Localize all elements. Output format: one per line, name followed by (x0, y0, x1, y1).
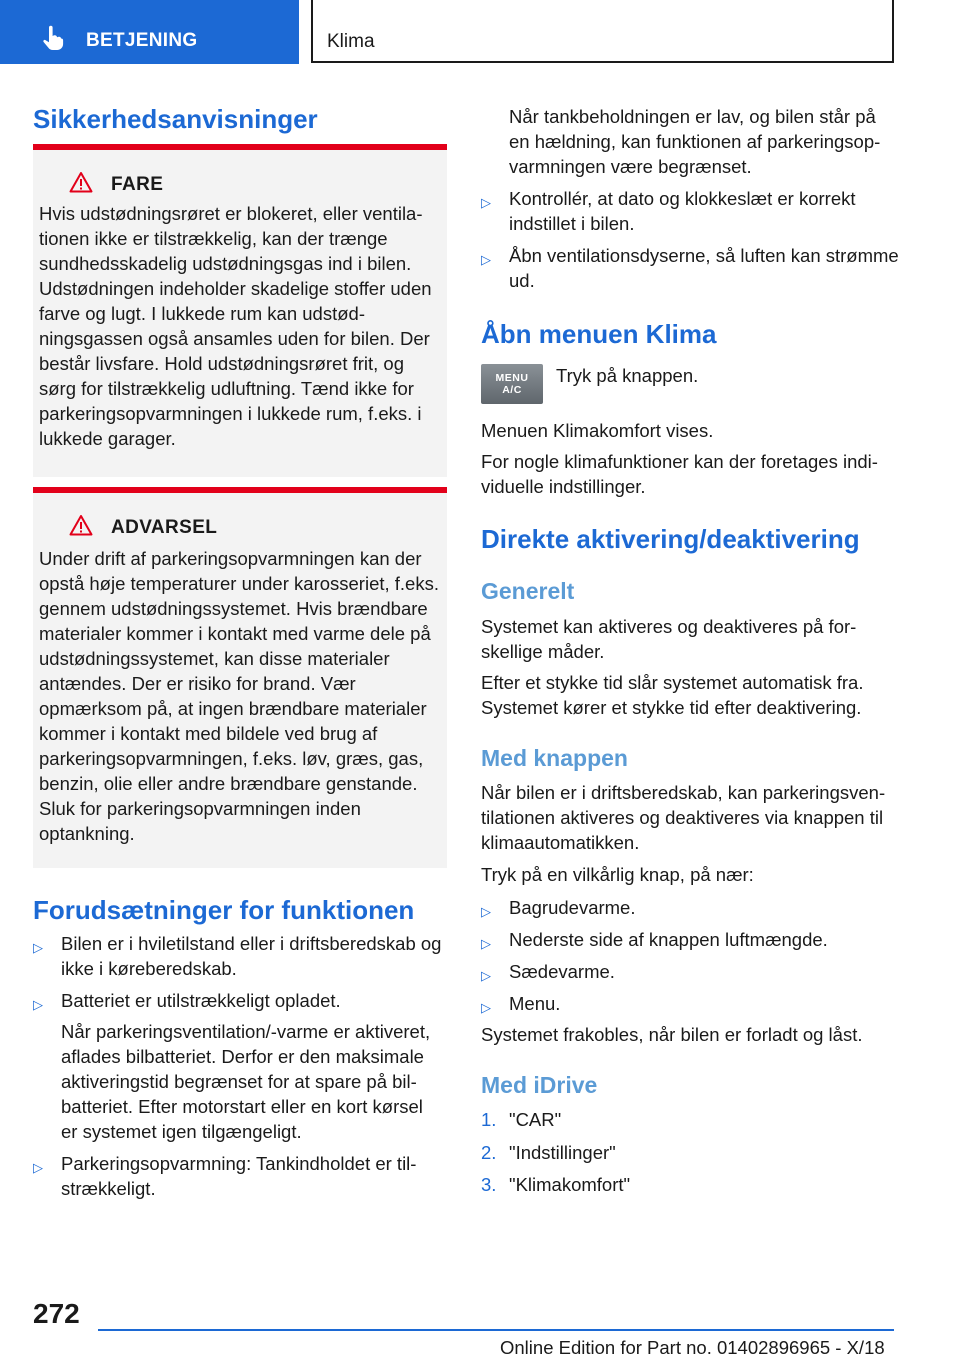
list-item-text: Kontrollér, at dato og klokkeslæt er korrekt indstillet i bilen. (509, 188, 856, 234)
step-text: "CAR" (509, 1109, 562, 1130)
general-paragraph: Systemet kan aktiveres og deaktiveres på forskellige måder. (481, 616, 857, 662)
button-paragraph: Systemet frakobles, når bilen er forladt og låst. (481, 1024, 863, 1045)
list-item (481, 1107, 901, 1140)
triangle-bullet-icon: ▷ (33, 940, 43, 955)
list-item (481, 927, 901, 952)
triangle-bullet-icon: ▷ (481, 252, 491, 267)
triangle-bullet-icon: ▷ (481, 904, 491, 919)
heading-with-button: Med knappen (481, 745, 628, 771)
heading-with-idrive: Med iDrive (481, 1072, 598, 1098)
step-number: 2. (481, 1141, 497, 1163)
list-item (33, 931, 443, 981)
warning-triangle-icon (69, 514, 93, 536)
list-item (481, 186, 901, 236)
button-paragraph: Tryk på en vilkårlig knap, på nær: (481, 864, 754, 885)
triangle-bullet-icon: ▷ (481, 968, 491, 983)
triangle-bullet-icon: ▷ (481, 195, 491, 210)
step-number: 3. (481, 1174, 497, 1195)
menu-button-label: MENU (495, 372, 529, 384)
hand-pointer-icon (40, 25, 64, 51)
heading-direct-activation: Direkte aktivering/deaktivering (481, 524, 860, 554)
list-item-text: Åbn ventilationsdyserne, så luften kan strømme ud. (509, 245, 899, 291)
idrive-steps (481, 1107, 901, 1205)
step-number: 1. (481, 1109, 497, 1130)
menu-paragraph: Menuen Klimakomfort vises. (481, 420, 714, 441)
section-tab (0, 0, 299, 64)
general-paragraph: Efter et stykke tid slår systemet automatisk fra. Systemet kører et stykke tid efter deaktivering. (481, 672, 864, 718)
footer-divider (98, 1329, 894, 1331)
warning-box-danger (33, 144, 447, 477)
continuation-list (481, 186, 901, 293)
warning-bar (33, 144, 447, 150)
list-item (33, 988, 443, 1144)
exception-list (481, 895, 901, 1016)
list-item (481, 1172, 901, 1205)
menu-paragraph: For nogle klimafunktioner kan der foretages individuelle indstillinger. (481, 451, 878, 497)
list-item-text: Menu. (509, 993, 561, 1014)
list-item (481, 991, 901, 1016)
list-item (33, 1151, 443, 1201)
page-number: 272 (33, 1298, 80, 1329)
heading-prerequisites: Forudsætninger for funktionen (33, 895, 415, 925)
list-item (481, 959, 901, 984)
list-item (481, 243, 901, 293)
menu-button-instruction: Tryk på knappen. (556, 365, 699, 386)
list-item (481, 1140, 901, 1173)
section-title: BETJENING (86, 30, 198, 51)
heading-safety: Sikkerhedsanvisninger (33, 104, 318, 134)
chapter-title: Klima (327, 31, 375, 52)
list-item-text: Bilen er i hviletilstand eller i driftsberedskab og ikke i køreberedskab. (61, 933, 442, 979)
list-item-text: Batteriet er utilstrækkeligt opladet. (61, 990, 341, 1011)
warning-box-caution (33, 487, 447, 868)
warning-bar (33, 487, 447, 493)
menu-button-sublabel: A/C (502, 384, 522, 396)
warning-triangle-icon (69, 171, 93, 193)
step-text: "Klimakomfort" (509, 1174, 631, 1195)
triangle-bullet-icon: ▷ (481, 1000, 491, 1015)
chapter-tab (311, 0, 894, 63)
list-item (481, 895, 901, 920)
menu-ac-button-icon (481, 364, 543, 404)
warning-text: Under drift af parkeringsopvarmningen kan der opstå høje temperaturer under karosseriet, f.eks. gennem udstødningssystemet. Hvis brændbare materialer kommer i kontakt med varme dele på udstødningssystemet, kan disse materialer antændes. Der er risiko for brand. Vær opmærksom på, at ingen brændbare materialer kommer i kontakt med bildele ved brug af parkeringsopvarmningen, f.eks. løv, græs, gas, benzin, olie eller andre brændbare genstande. Sluk for parkeringsopvarmningen inden optankning. (39, 548, 439, 844)
step-text: "Indstillinger" (509, 1141, 616, 1163)
list-item-text: Bagrudevarme. (509, 897, 636, 918)
triangle-bullet-icon: ▷ (33, 1160, 43, 1175)
triangle-bullet-icon: ▷ (481, 936, 491, 951)
warning-title: ADVARSEL (111, 517, 218, 538)
footer-edition: Online Edition for Part no. 01402896965 - X/18 (500, 1337, 885, 1358)
list-item-text: Sædevarme. (509, 961, 615, 982)
heading-general: Generelt (481, 578, 575, 604)
heading-open-menu: Åbn menuen Klima (481, 319, 717, 349)
triangle-bullet-icon: ▷ (33, 997, 43, 1012)
prerequisite-list (33, 931, 443, 1201)
button-paragraph: Når bilen er i driftsberedskab, kan parkeringsventilationen aktiveres og deaktiveres via knappen til klimaautomatikken. (481, 782, 886, 853)
continuation-paragraph: Når tankbeholdningen er lav, og bilen står på en hældning, kan funktionen af parkeringsopvarmningen være begrænset. (509, 106, 881, 177)
list-item-text: Nederste side af knappen luftmængde. (509, 929, 828, 950)
warning-text: Hvis udstødningsrøret er blokeret, eller ventilationen ikke er tilstrækkelig, kan der trænge sundhedsskadelig udstødningsgas ind i bilen. Udstødningen indeholder skadelige stoffer uden farve og lugt. I lukkede rum kan udstødningsgassen også ansamles uden for bilen. Der består livsfare. Hold udstødningsrøret frit, og sørg for tilstrækkelig udluftning. Tænd ikke for parkeringsopvarmningen i lukkede rum, f.eks. i lukkede garager. (39, 203, 432, 449)
list-item-subtext: Når parkeringsventilation/-varme er aktiveret, aflades bilbatteriet. Derfor er den maksimale aktiveringstid begrænset for at spare på bilbatteriet. Efter motorstart eller en kort kørsel er systemet igen tilgængeligt. (61, 1021, 431, 1142)
warning-title: FARE (111, 174, 164, 195)
list-item-text: Parkeringsopvarmning: Tankindholdet er tilstrækkeligt. (61, 1153, 417, 1199)
